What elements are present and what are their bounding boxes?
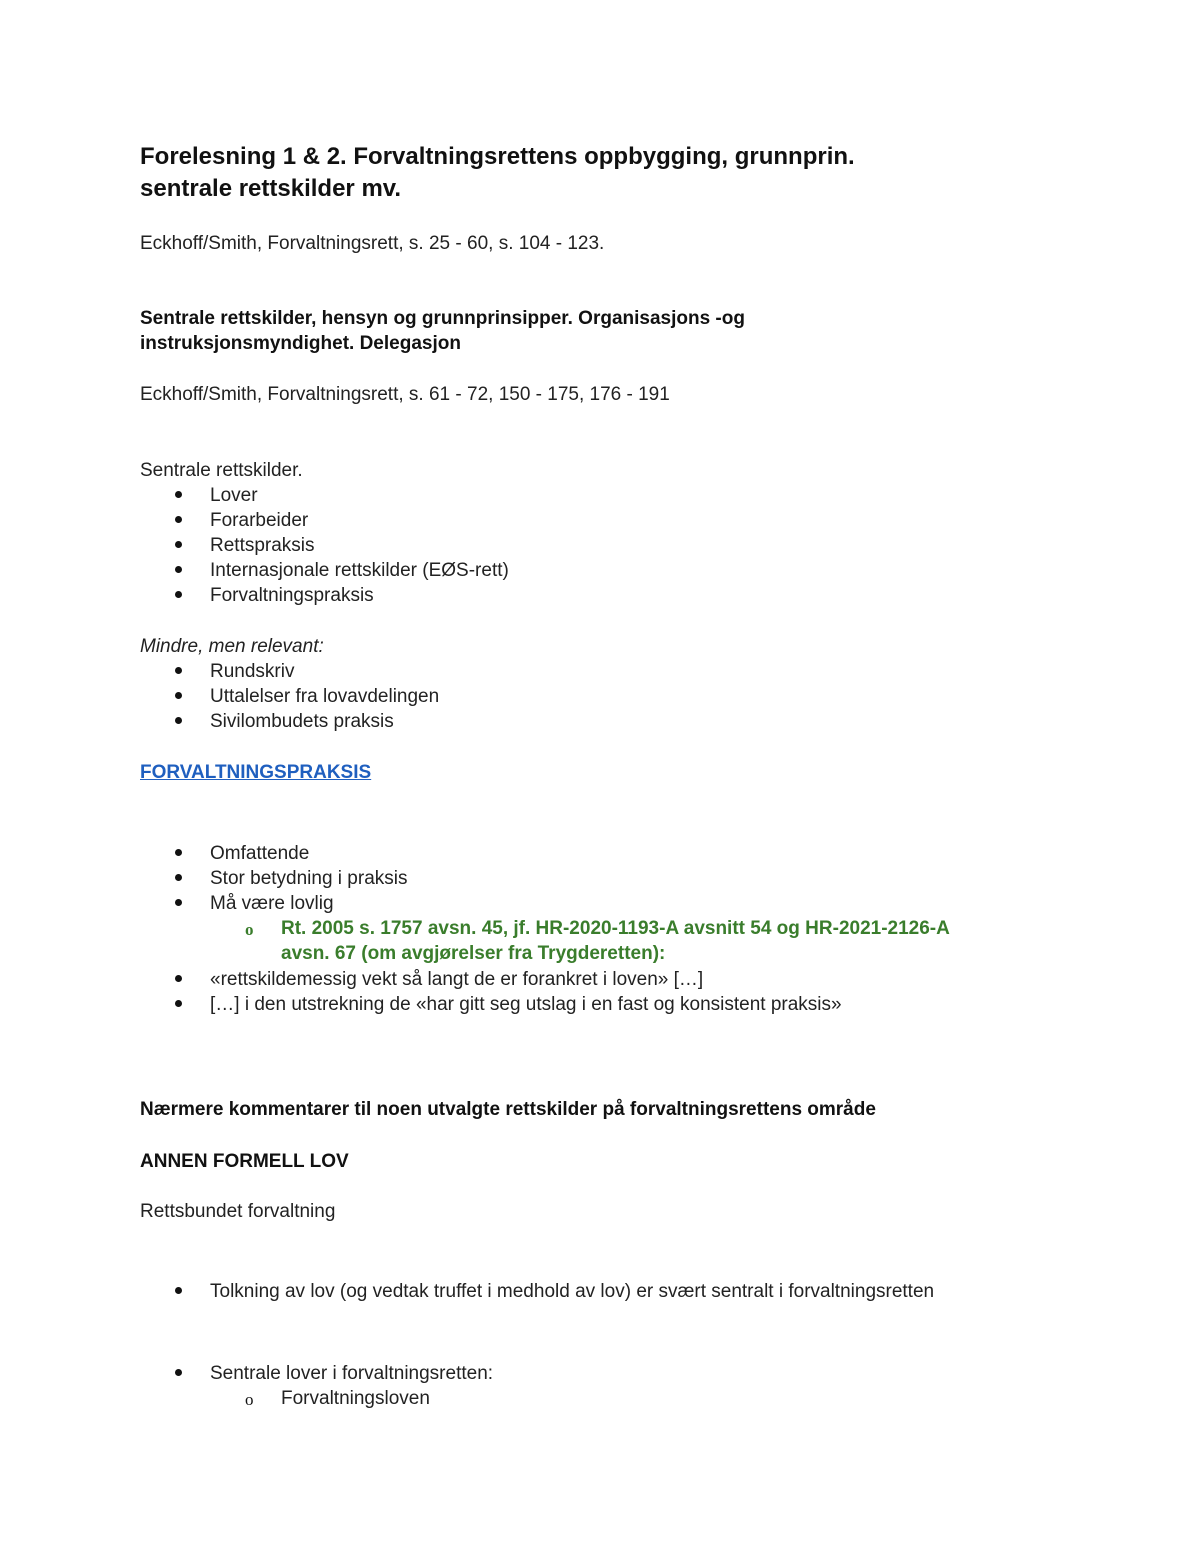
list-item: Omfattende: [210, 843, 310, 864]
annen-formell-lov-heading: ANNEN FORMELL LOV: [140, 1151, 349, 1172]
list-item: Forarbeider: [210, 510, 309, 531]
forvaltningspraksis-link[interactable]: FORVALTNINGSPRAKSIS: [140, 762, 372, 783]
bullet-icon: [175, 717, 182, 724]
bullet-icon: [175, 1287, 182, 1294]
list-item: Rettspraksis: [210, 535, 315, 556]
bullet-icon: [175, 541, 182, 548]
case-reference-line1: Rt. 2005 s. 1757 avsn. 45, jf. HR-2020-1193-A avsnitt 54 og HR-2021-2126-A: [281, 918, 950, 939]
bullet-icon: [175, 975, 182, 982]
section-heading-line1: Sentrale rettskilder, hensyn og grunnprinsipper. Organisasjons -og: [140, 308, 745, 329]
sources-heading: Sentrale rettskilder.: [140, 460, 303, 481]
circle-bullet-icon: o: [245, 920, 254, 939]
reference-2: Eckhoff/Smith, Forvaltningsrett, s. 61 - 72, 150 - 175, 176 - 191: [140, 384, 670, 405]
bullet-icon: [175, 1000, 182, 1007]
bullet-icon: [175, 591, 182, 598]
bullet-icon: [175, 491, 182, 498]
bullet-icon: [175, 874, 182, 881]
bullet-icon: [175, 667, 182, 674]
circle-bullet-icon: o: [245, 1390, 254, 1409]
list-subitem: Forvaltningsloven: [281, 1388, 430, 1409]
bullet-icon: [175, 566, 182, 573]
list-item: Forvaltningspraksis: [210, 585, 374, 606]
list-item: Stor betydning i praksis: [210, 868, 408, 889]
page-title-line2: sentrale rettskilder mv.: [140, 175, 402, 202]
bullet-icon: [175, 899, 182, 906]
list-item: Internasjonale rettskilder (EØS-rett): [210, 560, 509, 581]
section-heading-line2: instruksjonsmyndighet. Delegasjon: [140, 333, 461, 354]
list-item: Må være lovlig: [210, 893, 334, 914]
list-item: […] i den utstrekning de «har gitt seg utslag i en fast og konsistent praksis»: [210, 994, 842, 1015]
case-reference-line2: avsn. 67 (om avgjørelser fra Trygderetten):: [281, 943, 666, 964]
list-item: Sivilombudets praksis: [210, 711, 394, 732]
list-item: Uttalelser fra lovavdelingen: [210, 686, 440, 707]
list-item: Tolkning av lov (og vedtak truffet i medhold av lov) er svært sentralt i forvaltningsretten: [210, 1281, 935, 1302]
list-item: Rundskriv: [210, 661, 295, 682]
rettsbundet-text: Rettsbundet forvaltning: [140, 1201, 336, 1222]
list-item: Sentrale lover i forvaltningsretten:: [210, 1363, 494, 1384]
bullet-icon: [175, 1369, 182, 1376]
comments-heading: Nærmere kommentarer til noen utvalgte rettskilder på forvaltningsrettens område: [140, 1099, 876, 1120]
list-item: Lover: [210, 485, 258, 506]
minor-heading: Mindre, men relevant:: [140, 636, 324, 657]
bullet-icon: [175, 516, 182, 523]
bullet-icon: [175, 849, 182, 856]
reference-1: Eckhoff/Smith, Forvaltningsrett, s. 25 - 60, s. 104 - 123.: [140, 233, 605, 254]
page-title-line1: Forelesning 1 & 2. Forvaltningsrettens oppbygging, grunnprin.: [140, 143, 855, 170]
list-item: «rettskildemessig vekt så langt de er forankret i loven» […]: [210, 969, 704, 990]
bullet-icon: [175, 692, 182, 699]
